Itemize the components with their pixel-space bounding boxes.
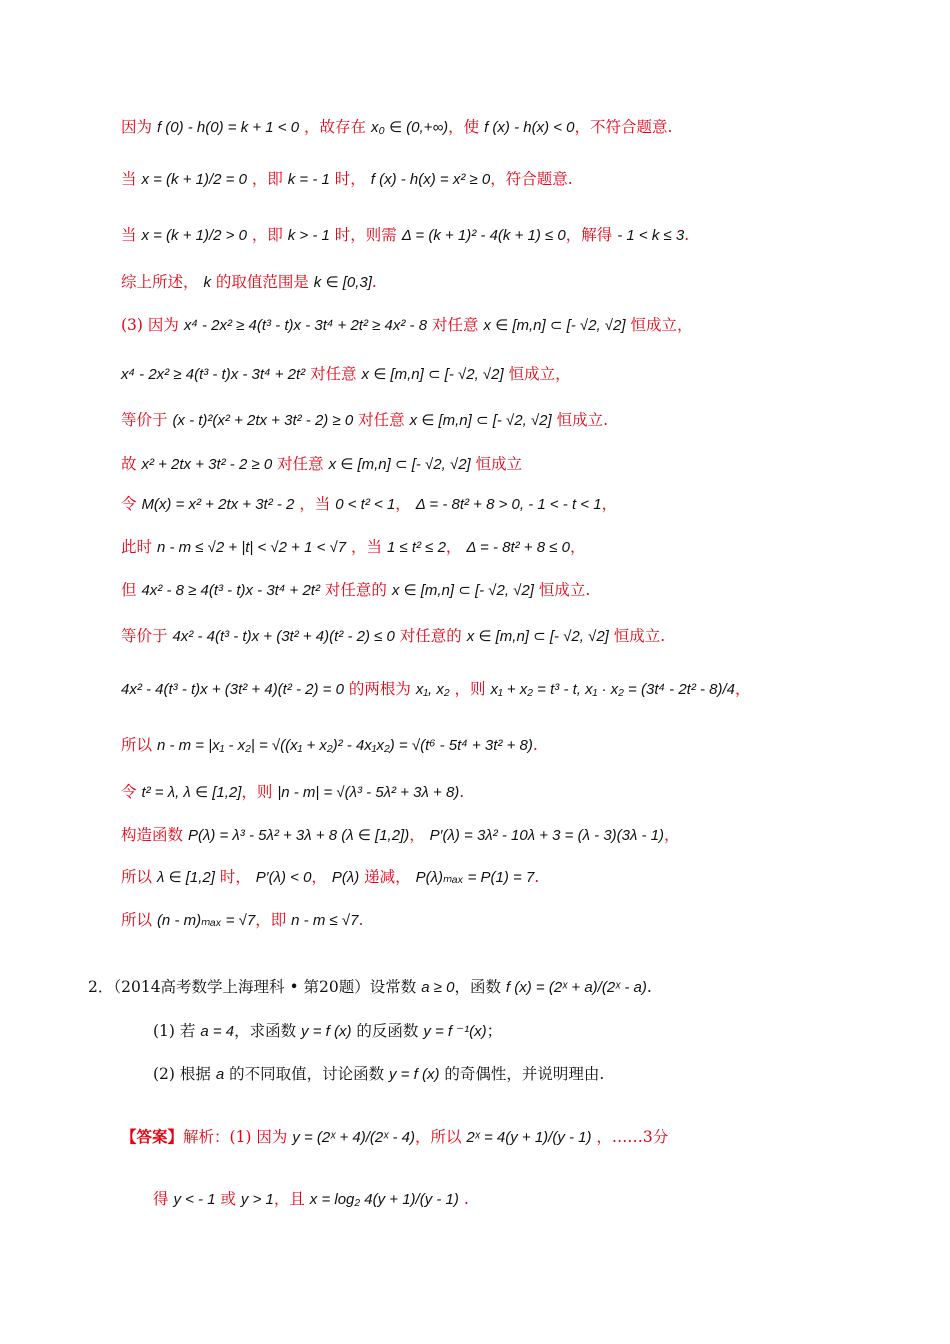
math-expression: f (x) = (2ˣ + a)/(2ˣ - a) xyxy=(505,979,647,996)
math-expression: y < - 1 xyxy=(173,1191,216,1208)
math-expression: f (x) - h(x) < 0 xyxy=(484,119,575,136)
answer-label: 【答案】 xyxy=(121,1127,184,1146)
text-run: ； xyxy=(486,1022,503,1040)
text-line-15 xyxy=(121,783,464,802)
text-line-10 xyxy=(121,538,586,557)
math-expression: P(λ) xyxy=(331,869,360,886)
math-expression: k ∈ [0,3] xyxy=(313,274,372,291)
text-line-5 xyxy=(121,316,693,335)
text-run: ， xyxy=(735,680,751,698)
text-line-2 xyxy=(121,170,573,189)
text-run: 令 xyxy=(121,495,142,513)
math-expression: f (x) - h(x) = x² ≥ 0 xyxy=(370,171,491,188)
text-run: . xyxy=(459,783,465,801)
math-expression: x = (k + 1)/2 = 0 xyxy=(141,171,247,188)
text-run: 对任意的 xyxy=(319,581,392,599)
text-run: . xyxy=(534,868,540,886)
text-run: ，使 xyxy=(448,118,485,136)
text-run: 对任意 xyxy=(272,455,329,473)
text-run: ，当 xyxy=(294,495,336,513)
math-expression: x ∈ [m,n] ⊂ [- √2, √2] xyxy=(328,456,471,473)
math-expression: P(λ)ₘₐₓ = P(1) = 7 xyxy=(415,869,535,886)
text-run: 等价于 xyxy=(121,627,173,645)
text-run: 等价于 xyxy=(121,411,173,429)
text-run: 解析：(1) 因为 xyxy=(183,1128,293,1146)
text-run: ，求函数 xyxy=(234,1022,302,1040)
text-run: ，即 xyxy=(246,226,288,244)
text-run: 时， xyxy=(329,170,371,188)
math-expression: y = f (x) xyxy=(389,1066,440,1083)
math-expression: Δ = (k + 1)² - 4(k + 1) ≤ 0 xyxy=(401,227,566,244)
text-run: 对任意的 xyxy=(394,627,467,645)
text-run: (1) 若 xyxy=(153,1022,201,1040)
text-run: 恒成立， xyxy=(625,316,693,334)
math-expression: (x - t)²(x² + 2tx + 3t² - 2) ≥ 0 xyxy=(172,412,354,429)
math-expression: M(x) = x² + 2tx + 3t² - 2 xyxy=(141,496,295,513)
text-line-18 xyxy=(121,911,363,930)
math-expression: |n - m| = √(λ³ - 5λ² + 3λ + 8) xyxy=(277,784,460,801)
text-line-22 xyxy=(121,1128,668,1147)
math-expression: λ ∈ [1,2] xyxy=(156,869,215,886)
math-expression: P′(λ) = 3λ² - 10λ + 3 = (λ - 3)(3λ - 1) xyxy=(429,827,665,844)
text-run: 恒成立. xyxy=(551,411,609,429)
text-run: 恒成立. xyxy=(533,581,591,599)
text-run: . xyxy=(684,226,690,244)
text-line-16 xyxy=(121,826,680,845)
math-expression: P(λ) = λ³ - 5λ² + 3λ + 8 (λ ∈ [1,2]) xyxy=(187,827,410,844)
math-expression: Δ = - 8t² + 8 > 0, - 1 < - t < 1 xyxy=(415,496,602,513)
math-expression: n - m ≤ √2 + |t| < √2 + 1 < √7 xyxy=(156,539,347,556)
math-expression: a = 4 xyxy=(200,1023,235,1040)
math-expression: k > - 1 xyxy=(287,227,330,244)
text-line-7 xyxy=(121,411,608,430)
text-run: . xyxy=(358,911,364,929)
text-run: 的不同取值，讨论函数 xyxy=(224,1065,390,1083)
math-expression: x ∈ [m,n] ⊂ [- √2, √2] xyxy=(466,628,609,645)
text-line-14 xyxy=(121,736,538,755)
text-run: 构造函数 xyxy=(121,826,188,844)
math-expression: k xyxy=(203,274,211,291)
text-run: 所以 xyxy=(121,868,157,886)
math-expression: x ∈ [m,n] ⊂ [- √2, √2] xyxy=(483,317,626,334)
math-expression: y = f (x) xyxy=(301,1023,352,1040)
text-run: . xyxy=(646,978,652,996)
text-run: 的取值范围是 xyxy=(210,273,314,291)
text-run: ，符合题意. xyxy=(490,170,573,188)
math-expression: x ∈ [m,n] ⊂ [- √2, √2] xyxy=(361,366,504,383)
text-run: ， xyxy=(409,826,430,844)
math-expression: y > 1 xyxy=(240,1191,274,1208)
text-run: 时， xyxy=(214,868,256,886)
math-expression: x₀ ∈ (0,+∞) xyxy=(370,119,449,136)
text-run: 故 xyxy=(121,455,142,473)
text-run: 恒成立， xyxy=(503,365,571,383)
text-run: 此时 xyxy=(121,538,157,556)
text-run: . xyxy=(371,273,377,291)
text-line-9 xyxy=(121,495,617,514)
text-run: 当 xyxy=(121,226,142,244)
text-run: (2) 根据 xyxy=(153,1065,216,1083)
text-run: 当 xyxy=(121,170,142,188)
text-run: ，……3分 xyxy=(591,1128,669,1146)
text-line-13 xyxy=(121,680,751,699)
text-run: 令 xyxy=(121,783,142,801)
text-run: 所以 xyxy=(121,911,157,929)
text-run: 递减， xyxy=(359,868,416,886)
text-line-21 xyxy=(153,1065,604,1084)
math-expression: x⁴ - 2x² ≥ 4(t³ - t)x - 3t⁴ + 2t² ≥ 4x² - 8 xyxy=(183,317,428,334)
math-expression: x₁ + x₂ = t³ - t, x₁ · x₂ = (3t⁴ - 2t² - 8)/4 xyxy=(490,681,735,698)
text-run: 的反函数 xyxy=(351,1022,424,1040)
text-line-6 xyxy=(121,365,571,384)
math-expression: 4x² - 4(t³ - t)x + (3t² + 4)(t² - 2) ≤ 0 xyxy=(172,628,395,645)
text-run: 对任意 xyxy=(427,316,484,334)
math-expression: Δ = - 8t² + 8 ≤ 0 xyxy=(466,539,570,556)
math-expression: 2ˣ = 4(y + 1)/(y - 1) xyxy=(466,1129,592,1146)
math-expression: x⁴ - 2x² ≥ 4(t³ - t)x - 3t⁴ + 2t² xyxy=(121,366,306,383)
text-line-4 xyxy=(121,273,377,292)
text-line-20 xyxy=(153,1022,502,1041)
text-run: ，解得 xyxy=(565,226,618,244)
math-expression: y = f ⁻¹(x) xyxy=(423,1023,487,1040)
math-expression: a xyxy=(215,1066,225,1083)
math-expression: k = - 1 xyxy=(287,171,330,188)
math-expression: x ∈ [m,n] ⊂ [- √2, √2] xyxy=(409,412,552,429)
math-expression: t² = λ, λ ∈ [1,2] xyxy=(141,784,242,801)
text-run: ，不符合题意. xyxy=(574,118,673,136)
text-run: ，则 xyxy=(241,783,278,801)
text-run: ，即 xyxy=(255,911,292,929)
text-run: 但 xyxy=(121,581,142,599)
math-expression: x = log₂ 4(y + 1)/(y - 1) xyxy=(309,1191,459,1208)
math-expression: 0 < t² < 1 xyxy=(335,496,396,513)
math-expression: (n - m)ₘₐₓ = √7 xyxy=(156,912,256,929)
text-run: ，所以 xyxy=(414,1128,467,1146)
text-run: ，且 xyxy=(273,1190,310,1208)
text-line-8 xyxy=(121,455,522,474)
text-line-17 xyxy=(121,868,539,887)
math-expression: - 1 < k ≤ 3 xyxy=(617,227,685,244)
text-run: 时，则需 xyxy=(329,226,402,244)
text-run: 或 xyxy=(215,1190,241,1208)
text-run: ，故存在 xyxy=(299,118,371,136)
text-run: ，当 xyxy=(346,538,387,556)
text-run: 因为 xyxy=(121,118,157,136)
text-line-19 xyxy=(88,978,652,997)
text-run: ， xyxy=(311,868,332,886)
math-expression: n - m ≤ √7 xyxy=(291,912,359,929)
text-line-3 xyxy=(121,226,689,245)
text-run: 恒成立. xyxy=(608,627,666,645)
text-run: 的两根为 xyxy=(343,680,416,698)
math-expression: n - m = |x₁ - x₂| = √((x₁ + x₂)² - 4x₁x₂) = √(t⁶ - 5t⁴ + 3t² + 8) xyxy=(156,737,533,754)
math-expression: P′(λ) < 0 xyxy=(255,869,312,886)
math-expression: f (0) - h(0) = k + 1 < 0 xyxy=(156,119,300,136)
text-run: 得 xyxy=(153,1190,174,1208)
math-expression: 4x² - 8 ≥ 4(t³ - t)x - 3t⁴ + 2t² xyxy=(141,582,320,599)
text-run: (3) 因为 xyxy=(121,316,184,334)
text-run: 恒成立 xyxy=(470,455,523,473)
text-run: ， xyxy=(445,538,467,556)
math-expression: x ∈ [m,n] ⊂ [- √2, √2] xyxy=(391,582,534,599)
text-line-12 xyxy=(121,627,665,646)
text-run: 的奇偶性，并说明理由. xyxy=(439,1065,605,1083)
text-run: ， xyxy=(569,538,586,556)
text-run: 对任意 xyxy=(353,411,410,429)
math-expression: y = (2ˣ + 4)/(2ˣ - 4) xyxy=(292,1129,415,1146)
text-run: 所以 xyxy=(121,736,157,754)
text-run: ，即 xyxy=(246,170,288,188)
text-run: . xyxy=(458,1190,469,1208)
math-expression: a ≥ 0 xyxy=(421,979,455,996)
text-line-23 xyxy=(153,1190,469,1209)
text-run: ，则 xyxy=(449,680,491,698)
math-expression: 4x² - 4(t³ - t)x + (3t² + 4)(t² - 2) = 0 xyxy=(121,681,344,698)
text-run: ， xyxy=(601,495,618,513)
text-run: ，函数 xyxy=(454,978,506,996)
math-expression: x = (k + 1)/2 > 0 xyxy=(141,227,247,244)
text-line-1 xyxy=(121,118,672,137)
math-expression: 1 ≤ t² ≤ 2 xyxy=(386,539,446,556)
text-run: 对任意 xyxy=(305,365,362,383)
text-run: 2．（2014高考数学上海理科 • 第20题）设常数 xyxy=(88,978,422,996)
text-line-11 xyxy=(121,581,590,600)
math-expression: x² + 2tx + 3t² - 2 ≥ 0 xyxy=(141,456,273,473)
math-expression: x₁, x₂ xyxy=(415,681,450,698)
text-run: ， xyxy=(395,495,416,513)
text-run: . xyxy=(532,736,538,754)
text-run: 综上所述， xyxy=(121,273,204,291)
text-run: ， xyxy=(664,826,680,844)
